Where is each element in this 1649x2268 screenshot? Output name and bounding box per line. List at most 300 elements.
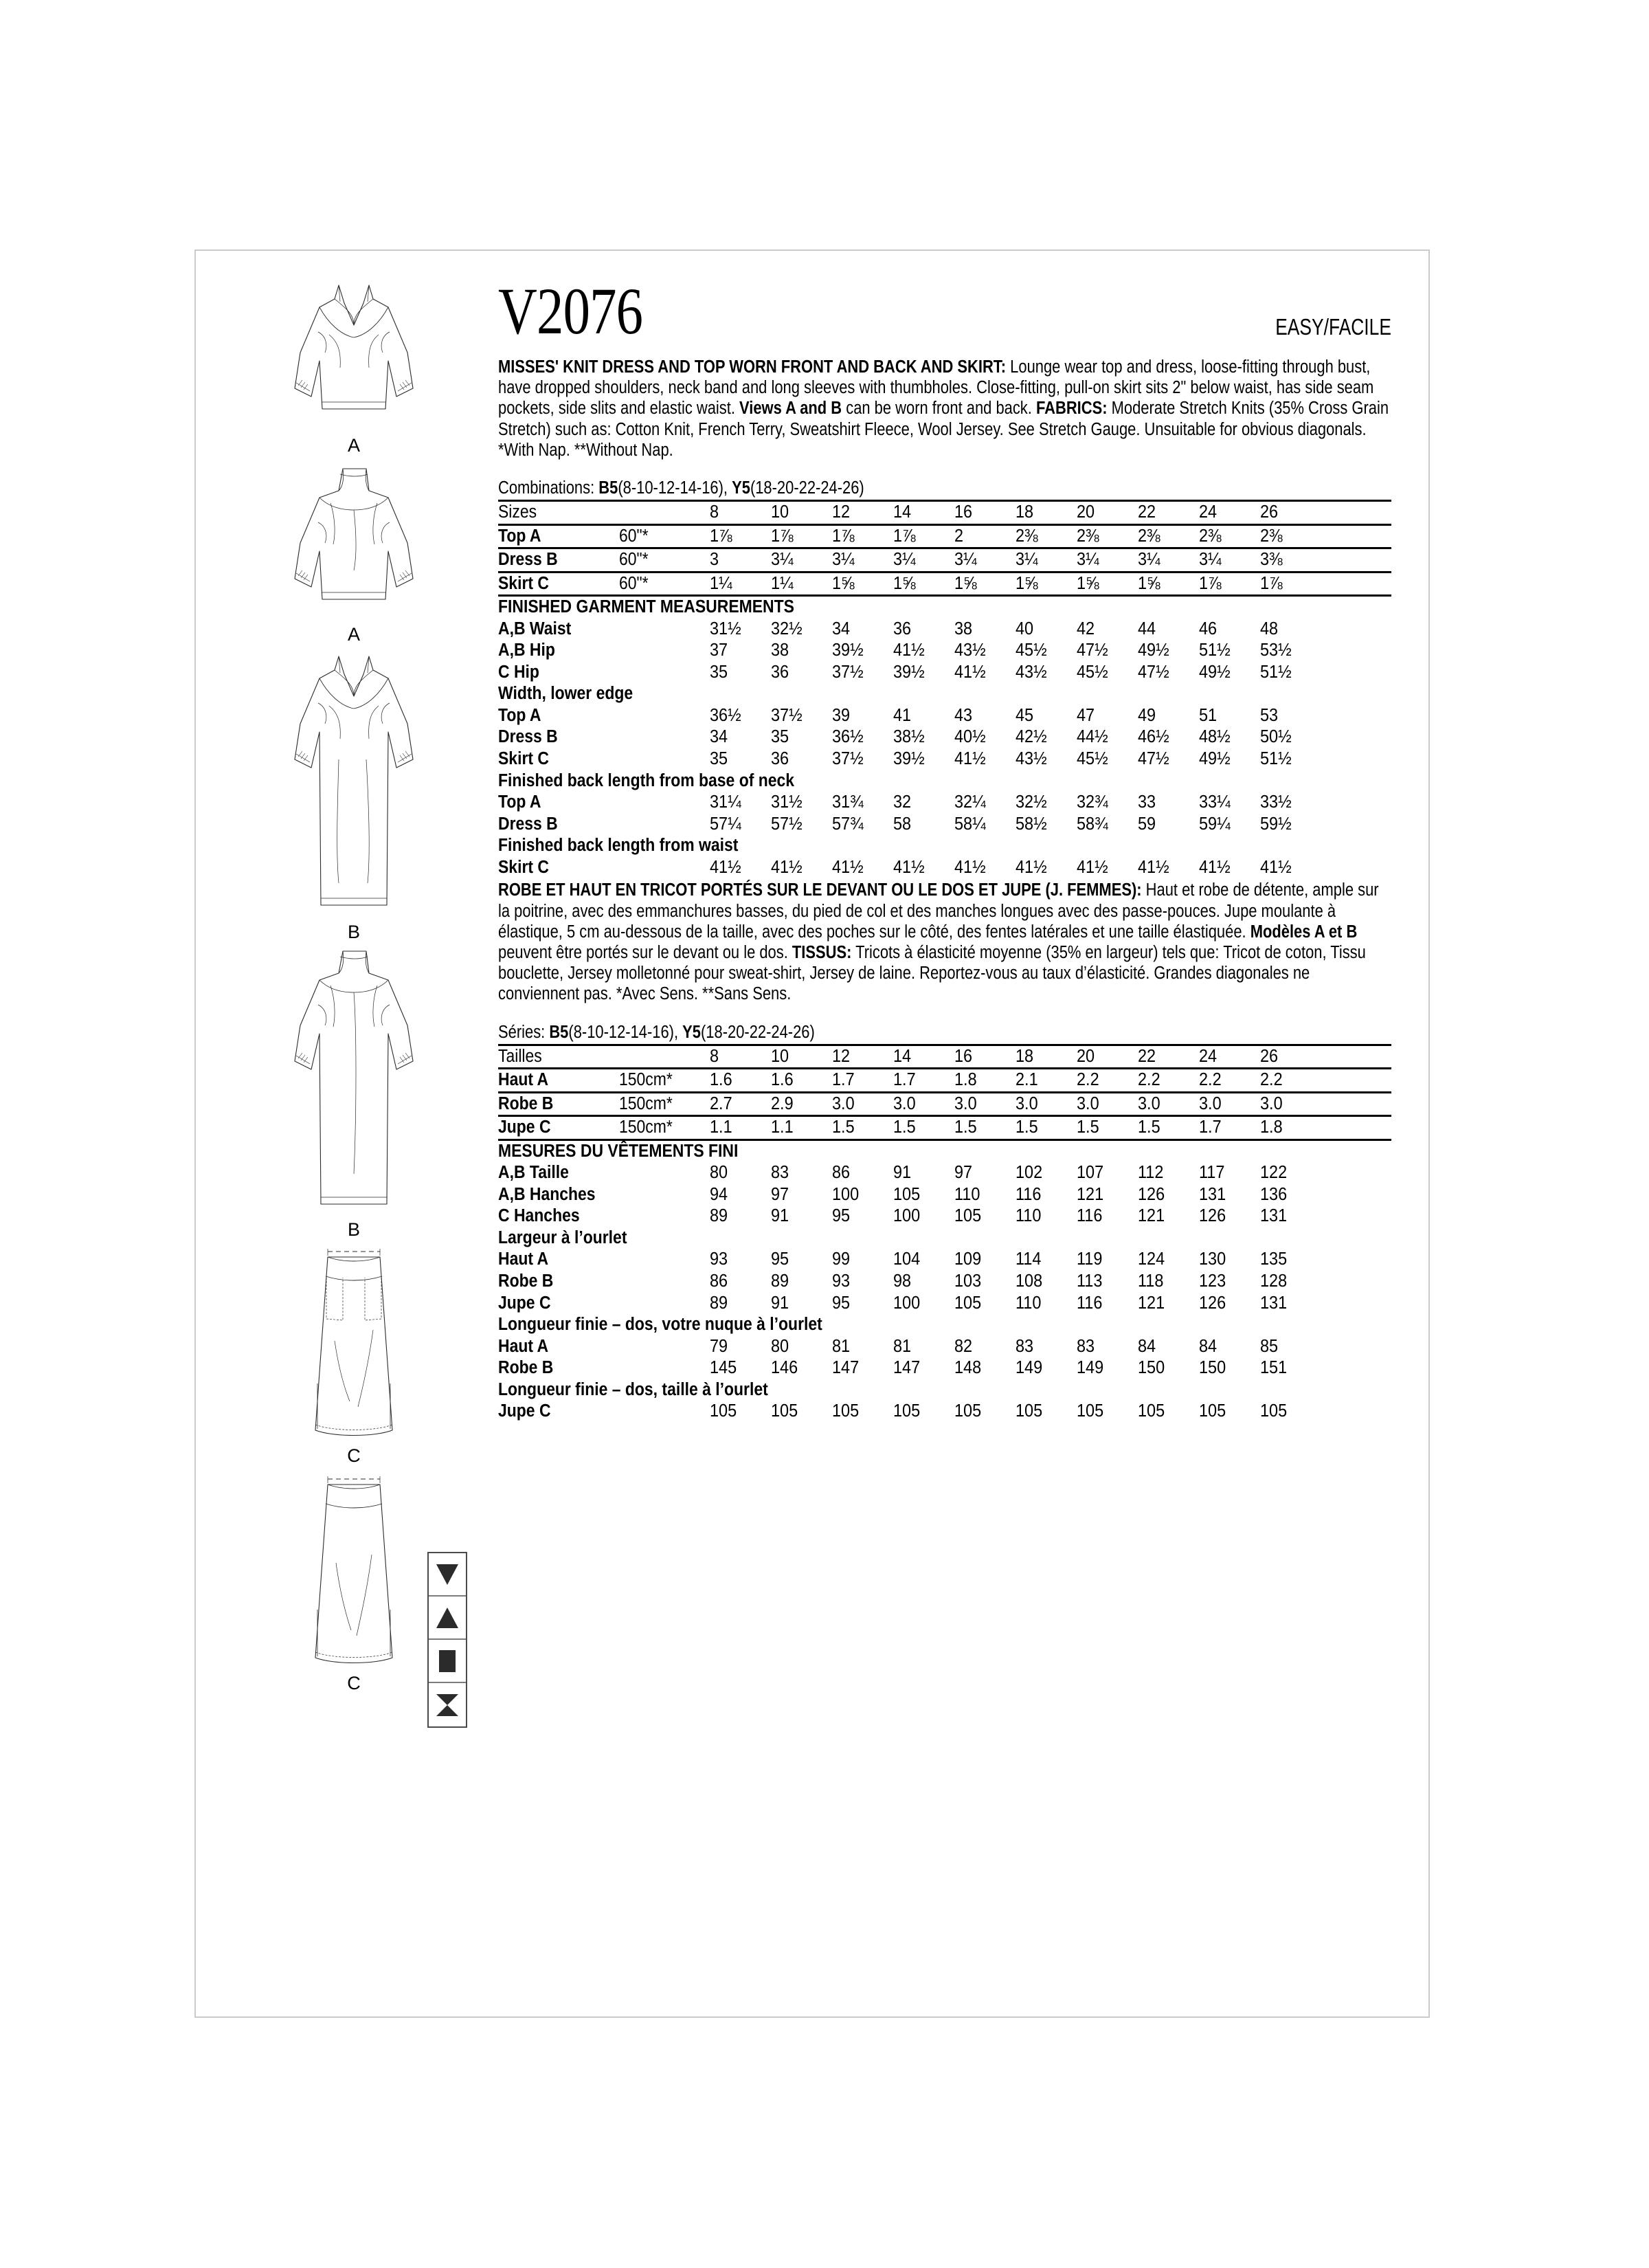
table-cell [619, 501, 710, 525]
cell-value: 41½ [1138, 857, 1169, 877]
table-cell [1260, 1162, 1391, 1184]
table-cell [954, 1184, 1016, 1206]
table-cell [1016, 1336, 1077, 1358]
cell-value: 126 [1138, 1184, 1165, 1204]
cell-value: 53½ [1260, 641, 1292, 660]
table-cell [1016, 1205, 1077, 1227]
table-cell [954, 1293, 1016, 1315]
cell-value: 41½ [954, 749, 986, 769]
table-cell [1016, 726, 1077, 748]
table-cell [498, 619, 619, 641]
table-cell [498, 1249, 619, 1271]
cell-value: 100 [893, 1206, 921, 1226]
table-cell [771, 726, 832, 748]
table-cell [893, 1116, 954, 1140]
table-cell [1260, 501, 1391, 525]
table-cell [771, 1336, 832, 1358]
difficulty-label: EASY/FACILE [1275, 314, 1391, 340]
table-cell [832, 501, 893, 525]
cell-value: 148 [954, 1358, 982, 1378]
cell-value: 43 [954, 705, 973, 725]
table-cell [619, 662, 710, 684]
cell-value: 118 [1138, 1271, 1164, 1291]
table-row [498, 814, 1391, 836]
cell-value: 41½ [771, 857, 803, 877]
illustration-column [265, 271, 443, 1693]
table-cell [1138, 1184, 1199, 1206]
table-cell [1016, 1184, 1077, 1206]
cell-value: 47 [1077, 705, 1095, 725]
table-cell [1199, 1293, 1260, 1315]
table-cell [1138, 792, 1199, 814]
table-cell [710, 1401, 771, 1423]
cell-value: 105 [771, 1401, 798, 1421]
cell-value: 18 [1016, 1046, 1034, 1066]
cell-value: 1⅞ [1260, 573, 1283, 593]
table-row [498, 1045, 1391, 1069]
table-cell [1260, 748, 1391, 770]
cell-value: 93 [832, 1271, 851, 1291]
table-cell [619, 1336, 710, 1358]
table-cell [893, 792, 954, 814]
illustration-top-a-back [265, 460, 443, 644]
cell-value: 97 [954, 1163, 973, 1183]
cell-value: 37 [710, 641, 728, 660]
section-heading [498, 835, 1391, 857]
table-cell [832, 1401, 893, 1423]
cell-value: 89 [710, 1206, 728, 1226]
table-cell [1199, 1271, 1260, 1293]
cell-value: Jupe C [498, 1401, 551, 1421]
table-cell [893, 1357, 954, 1379]
table-cell [1138, 1045, 1199, 1069]
symbol-key-column [427, 1552, 467, 1728]
cell-value: 41½ [1077, 857, 1108, 877]
cell-value: 47½ [1138, 662, 1169, 682]
table-cell [893, 748, 954, 770]
cell-value: 8 [710, 1046, 719, 1066]
cell-value: 1⅝ [954, 573, 977, 593]
table-cell [893, 1092, 954, 1116]
section-heading [498, 596, 1391, 619]
cell-value: 3¼ [832, 550, 855, 570]
cell-value: 2⅜ [1260, 526, 1283, 546]
cell-value: 1.5 [893, 1118, 916, 1137]
cell-value: 41½ [954, 662, 986, 682]
table-cell [954, 1045, 1016, 1069]
illustration-label: A [347, 435, 360, 456]
table-cell [1260, 814, 1391, 836]
cell-value: 49½ [1199, 749, 1231, 769]
cell-value: 107 [1077, 1163, 1104, 1183]
table-cell [954, 814, 1016, 836]
table-cell [893, 572, 954, 596]
cell-value: 58¼ [954, 814, 986, 834]
cell-value: 60"* [619, 550, 649, 570]
table-cell [619, 1116, 710, 1140]
cell-value: 12 [832, 1046, 851, 1066]
table-cell [1077, 705, 1138, 727]
table-cell [619, 1249, 710, 1271]
cell-value: 42 [1077, 619, 1095, 638]
cell-value: 20 [1077, 1046, 1095, 1066]
table-cell [1199, 548, 1260, 572]
table-cell [893, 1336, 954, 1358]
cell-value: 2.2 [1199, 1070, 1222, 1090]
table-cell [1199, 572, 1260, 596]
table-cell [1077, 748, 1138, 770]
table-cell [1016, 1401, 1077, 1423]
table-cell [1260, 1184, 1391, 1206]
cell-value: 41½ [1199, 857, 1231, 877]
cell-value: 2⅜ [1016, 526, 1038, 546]
cell-value: Dress B [498, 727, 558, 747]
cell-value: 58 [893, 814, 912, 834]
cell-value: 1.5 [1016, 1118, 1038, 1137]
table-cell [1199, 1069, 1260, 1093]
cell-value: 1.7 [1199, 1118, 1222, 1137]
cell-value: 3.0 [1138, 1093, 1160, 1113]
table-cell [710, 619, 771, 641]
table-cell [832, 705, 893, 727]
table-cell [954, 705, 1016, 727]
table-row [498, 857, 1391, 879]
table-cell [1260, 640, 1391, 662]
table-cell [1016, 501, 1077, 525]
combinations-en-prefix: Combinations: [498, 478, 599, 498]
table-row [498, 1314, 1391, 1336]
cell-value: 3¼ [954, 550, 977, 570]
table-cell [771, 857, 832, 879]
table-cell [619, 1293, 710, 1315]
table-cell [1260, 619, 1391, 641]
table-cell [1016, 705, 1077, 727]
cell-value: A,B Hip [498, 641, 555, 660]
cell-value: Skirt C [498, 857, 549, 877]
table-row [498, 1227, 1391, 1249]
table-cell [954, 662, 1016, 684]
cell-value: 50½ [1260, 727, 1292, 747]
table-cell [1199, 1045, 1260, 1069]
table-cell [710, 748, 771, 770]
section-heading [498, 1314, 1391, 1336]
table-cell [498, 548, 619, 572]
illustration-top-a-front [265, 271, 443, 455]
cell-value: 100 [893, 1293, 921, 1313]
cell-value: 41½ [893, 641, 925, 660]
table-row [498, 1336, 1391, 1358]
cell-value: 1⅝ [893, 573, 916, 593]
cell-value: 41½ [1016, 857, 1047, 877]
description-en-fabrics: FABRICS: [1035, 399, 1108, 419]
cell-value: Tailles [498, 1046, 542, 1066]
table-cell [1199, 1116, 1260, 1140]
table-cell [710, 572, 771, 596]
cell-value: 1⅝ [1077, 573, 1099, 593]
cell-value: 45 [1016, 705, 1034, 725]
table-cell [1199, 1162, 1260, 1184]
table-cell [1260, 1357, 1391, 1379]
table-cell [954, 1205, 1016, 1227]
table-cell [1077, 619, 1138, 641]
table-cell [832, 640, 893, 662]
cell-value: 26 [1260, 1046, 1279, 1066]
cell-value: 110 [1016, 1206, 1042, 1226]
cell-value: 1.6 [771, 1070, 794, 1090]
cell-value: 1.5 [1138, 1118, 1160, 1137]
table-cell [1138, 705, 1199, 727]
triangle-down-symbol [429, 1553, 466, 1597]
cell-value: 80 [710, 1163, 728, 1183]
table-row [498, 548, 1391, 572]
cell-value: 16 [954, 1046, 973, 1066]
cell-value: 150cm* [619, 1093, 673, 1113]
table-cell [771, 548, 832, 572]
table-cell [832, 1069, 893, 1093]
cell-value: 123 [1199, 1271, 1226, 1291]
table-row [498, 501, 1391, 525]
table-cell [498, 705, 619, 727]
description-fr-title: ROBE ET HAUT EN TRICOT PORTÉS SUR LE DEVANT OU LE DOS ET JUPE (J. FEMMES): [498, 880, 1142, 900]
illustration-dress-b-front [265, 649, 443, 942]
table-cell [832, 662, 893, 684]
cell-value: 1⅝ [1016, 573, 1038, 593]
table-cell [771, 524, 832, 548]
table-cell [1077, 524, 1138, 548]
section-heading [498, 1227, 1391, 1249]
cell-value: 1¼ [710, 573, 732, 593]
table-cell [1138, 1249, 1199, 1271]
cell-value: 58¾ [1077, 814, 1108, 834]
cell-value: 3.0 [1077, 1093, 1099, 1113]
table-cell [1138, 814, 1199, 836]
description-en-body1: Lounge wear top and dress, loose-fitting through bust, have dropped shoulders, neck band and long sleeves with thumbholes. Close-fitting, pull-on skirt sits 2" below waist, has side seam pockets, side slits and elastic waist. [498, 357, 1374, 419]
cell-value: 93 [710, 1249, 728, 1269]
cell-value: 1.7 [893, 1070, 916, 1090]
table-cell [954, 1336, 1016, 1358]
table-row [498, 1357, 1391, 1379]
cell-value: 103 [954, 1271, 982, 1291]
cell-value: 36 [771, 662, 789, 682]
table-row [498, 662, 1391, 684]
measurements-table-english [498, 500, 1391, 878]
cell-value: 147 [832, 1358, 860, 1378]
table-cell [893, 548, 954, 572]
cell-value: 97 [771, 1184, 789, 1204]
cell-value: Top A [498, 705, 541, 725]
cell-value: 126 [1199, 1293, 1226, 1313]
cell-value: 24 [1199, 1046, 1218, 1066]
cell-value: A,B Waist [498, 619, 572, 638]
cell-value: 45½ [1016, 641, 1047, 660]
table-row [498, 835, 1391, 857]
cell-value: 121 [1077, 1184, 1104, 1204]
cell-value: 108 [1016, 1271, 1043, 1291]
table-cell [771, 814, 832, 836]
cell-value: 31½ [771, 792, 803, 812]
table-cell [1016, 814, 1077, 836]
table-cell [1138, 726, 1199, 748]
table-cell [498, 1271, 619, 1293]
table-cell [710, 1249, 771, 1271]
cell-value: 22 [1138, 502, 1156, 522]
cell-value: 1.8 [1260, 1118, 1283, 1137]
table-row [498, 1401, 1391, 1423]
table-cell [1016, 619, 1077, 641]
table-cell [710, 1271, 771, 1293]
table-row [498, 1379, 1391, 1401]
cell-value: 89 [771, 1271, 789, 1291]
cell-value: 149 [1077, 1358, 1104, 1378]
cell-value: 45½ [1077, 662, 1108, 682]
table-cell [893, 501, 954, 525]
table-cell [832, 1293, 893, 1315]
cell-value: 117 [1199, 1163, 1225, 1183]
cell-value: 1¼ [771, 573, 794, 593]
table-cell [1199, 814, 1260, 836]
table-cell [1077, 1205, 1138, 1227]
cell-value: Robe B [498, 1271, 554, 1291]
table-cell [832, 1357, 893, 1379]
table-cell [832, 726, 893, 748]
table-cell [710, 1205, 771, 1227]
table-cell [771, 1249, 832, 1271]
table-cell [498, 1184, 619, 1206]
table-cell [710, 857, 771, 879]
cell-value: 24 [1199, 502, 1218, 522]
cell-value: 60"* [619, 526, 649, 546]
table-cell [1199, 640, 1260, 662]
table-cell [954, 1357, 1016, 1379]
table-cell [1016, 1069, 1077, 1093]
table-cell [893, 814, 954, 836]
table-cell [1077, 1045, 1138, 1069]
cell-value: 35 [710, 749, 728, 769]
cell-value: 33 [1138, 792, 1156, 812]
table-cell [710, 814, 771, 836]
table-cell [1199, 1184, 1260, 1206]
table-cell [1016, 748, 1077, 770]
table-cell [954, 572, 1016, 596]
cell-value: 14 [893, 1046, 912, 1066]
table-cell [498, 1401, 619, 1423]
table-cell [1199, 524, 1260, 548]
table-cell [954, 1162, 1016, 1184]
table-cell [1199, 1249, 1260, 1271]
combinations-en-y5-sizes: (18-20-22-24-26) [750, 478, 864, 498]
table-cell [498, 1045, 619, 1069]
title-row [498, 274, 1391, 354]
cell-value: 3¼ [893, 550, 916, 570]
cell-value: 100 [832, 1184, 860, 1204]
cell-value: 104 [893, 1249, 921, 1269]
cell-value: 41½ [893, 857, 925, 877]
description-fr-fabrics: TISSUS: [792, 942, 852, 962]
cell-value: 130 [1199, 1249, 1226, 1269]
illustration-label: C [347, 1673, 361, 1693]
combinations-fr-prefix: Séries: [498, 1022, 550, 1042]
cell-value: 53 [1260, 705, 1279, 725]
table-cell [1016, 1116, 1077, 1140]
cell-value: 124 [1138, 1249, 1165, 1269]
cell-value: 1.6 [710, 1070, 732, 1090]
triangle-up-symbol [429, 1597, 466, 1640]
cell-value: 105 [893, 1401, 921, 1421]
table-cell [832, 1184, 893, 1206]
cell-value: 151 [1260, 1358, 1288, 1378]
cell-value: 2 [954, 526, 964, 546]
cell-value: 99 [832, 1249, 851, 1269]
cell-value: 119 [1077, 1249, 1103, 1269]
cell-value: 112 [1138, 1163, 1164, 1183]
table-cell [954, 1069, 1016, 1093]
section-heading-label: Finished back length from waist [498, 836, 739, 856]
section-heading [498, 1379, 1391, 1401]
cell-value: Top A [498, 792, 541, 812]
table-cell [619, 705, 710, 727]
cell-value: 91 [771, 1293, 789, 1313]
cell-value: 2.2 [1260, 1070, 1283, 1090]
cell-value: 47½ [1138, 749, 1169, 769]
table-cell [1260, 1249, 1391, 1271]
cell-value: 32½ [1016, 792, 1047, 812]
cell-value: Haut A [498, 1336, 549, 1356]
cell-value: 1⅞ [710, 526, 732, 546]
table-cell [893, 726, 954, 748]
table-cell [1016, 524, 1077, 548]
table-cell [954, 792, 1016, 814]
table-row [498, 596, 1391, 619]
cell-value: 105 [710, 1401, 737, 1421]
table-cell [954, 748, 1016, 770]
table-cell [1016, 1357, 1077, 1379]
table-cell [1199, 748, 1260, 770]
cell-value: 83 [1016, 1336, 1034, 1356]
combinations-fr-y5: Y5 [682, 1022, 702, 1042]
table-cell [893, 1205, 954, 1227]
cell-value: 95 [832, 1206, 851, 1226]
cell-value: 59½ [1260, 814, 1292, 834]
cell-value: 110 [1016, 1293, 1042, 1313]
table-row [498, 1139, 1391, 1162]
table-cell [1077, 1357, 1138, 1379]
cell-value: 1⅞ [1199, 573, 1222, 593]
cell-value: 131 [1260, 1206, 1288, 1226]
cell-value: 3.0 [1016, 1093, 1038, 1113]
table-cell [498, 814, 619, 836]
table-cell [1260, 857, 1391, 879]
table-cell [1260, 524, 1391, 548]
table-cell [771, 1271, 832, 1293]
table-cell [1260, 1045, 1391, 1069]
table-row [498, 683, 1391, 705]
table-row [498, 1271, 1391, 1293]
cell-value: 36 [771, 749, 789, 769]
cell-value: 150 [1138, 1358, 1165, 1378]
cell-value: 36½ [710, 705, 741, 725]
table-cell [1077, 1293, 1138, 1315]
table-cell [498, 857, 619, 879]
cell-value: Haut A [498, 1070, 549, 1090]
hourglass-symbol [429, 1683, 466, 1726]
cell-value: 36½ [832, 727, 864, 747]
table-cell [954, 726, 1016, 748]
table-cell [1199, 1092, 1260, 1116]
cell-value: 80 [771, 1336, 789, 1356]
table-cell [771, 501, 832, 525]
table-cell [498, 662, 619, 684]
table-cell [1016, 1249, 1077, 1271]
